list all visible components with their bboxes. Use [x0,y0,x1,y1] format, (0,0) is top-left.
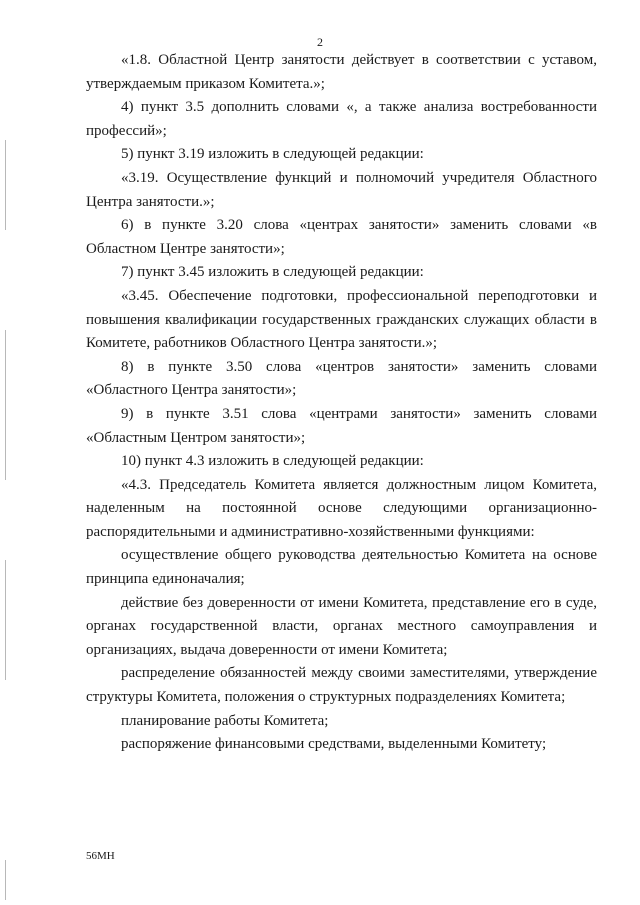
paragraph: распоряжение финансовыми средствами, выделенными Комитету; [121,736,547,753]
paragraph: «3.19. Осуществление функций и полномочий учредителя Областного Центра занятости.»; [86,169,597,210]
footer-code: 56МН [86,850,115,862]
paragraph: 8) в пункте 3.50 слова «центров занятости» заменить словами «Областного Центра занятости»; [86,358,597,399]
page-number: 2 [317,35,323,49]
paragraph: 4) пункт 3.5 дополнить словами «, а также анализа востребованности профессий»; [86,99,597,139]
paragraph: планирование работы Комитета; [121,712,329,729]
paragraph: 5) пункт 3.19 изложить в следующей редакции: [121,146,424,163]
paragraph: осуществление общего руководства деятельностью Комитета на основе принципа единоначалия; [86,547,597,588]
paragraph: распределение обязанностей между своими заместителями, утверждение структуры Комитета, положения о структурных подразделениях Комитета; [86,665,597,706]
scan-edge-mark [5,330,6,480]
scan-edge-mark [5,140,6,230]
paragraph: «3.45. Обеспечение подготовки, профессиональной переподготовки и повышения квалификации государственных гражданских служащих области в Комитете, работников Областного Центра занятости.»; [86,287,597,352]
paragraph: 6) в пункте 3.20 слова «центрах занятости» заменить словами «в Областном Центре занятости»; [86,217,597,257]
paragraph: 9) в пункте 3.51 слова «центрами занятости» заменить словами «Областным Центром занятости»; [86,405,597,446]
scan-edge-mark [5,860,6,900]
document-body [86,49,597,757]
paragraph: 10) пункт 4.3 изложить в следующей редакции: [121,453,424,470]
paragraph: 7) пункт 3.45 изложить в следующей редакции: [121,264,424,281]
scan-edge-mark [5,560,6,680]
paragraph: действие без доверенности от имени Комитета, представление его в суде, органах государственной власти, органах местного самоуправления и организациях, выдача доверенности от имени Комитета; [86,594,597,658]
paragraph: «4.3. Председатель Комитета является должностным лицом Комитета, наделенным на постоянной основе следующими организационно-распорядительными и административно-хозяйственными функциями: [86,476,597,540]
paragraph: «1.8. Областной Центр занятости действует в соответствии с уставом, утверждаемым приказом Комитета.»; [86,52,597,92]
